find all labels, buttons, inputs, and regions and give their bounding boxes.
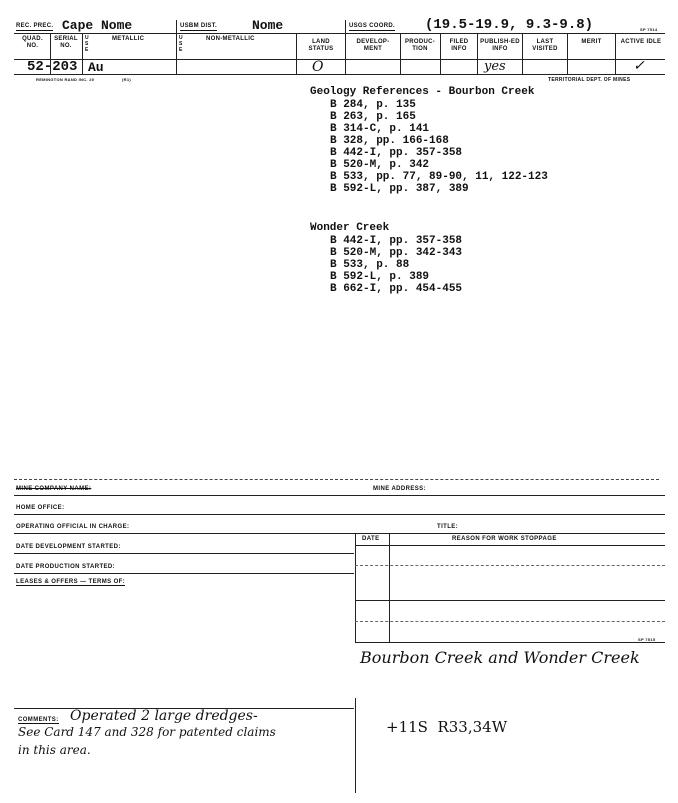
location-value: +11S R33,34W xyxy=(386,718,508,736)
comments-line-3: in this area. xyxy=(18,743,91,757)
wonder-heading: Wonder Creek xyxy=(310,222,390,234)
col-non-metallic: NON-METALLIC xyxy=(206,36,255,42)
usgs-coord-value: (19.5-19.9, 9.3-9.8) xyxy=(425,17,594,33)
title-label: TITLE: xyxy=(437,524,459,530)
reference-item: B 533, p. 88 xyxy=(330,259,410,271)
reference-item: B 533, pp. 77, 89-90, 11, 122-123 xyxy=(330,171,548,183)
comments-line-2: See Card 147 and 328 for patented claims xyxy=(18,725,276,739)
comments-label: COMMENTS: xyxy=(18,717,59,723)
bourbon-reference-list xyxy=(330,99,548,195)
active-idle-check-icon: ✓ xyxy=(633,58,645,74)
form-number-top: SP 7514 xyxy=(640,27,658,32)
date-column-label: DATE xyxy=(362,536,380,542)
property-name: Bourbon Creek and Wonder Creek xyxy=(360,648,640,667)
home-office-label: HOME OFFICE: xyxy=(16,505,65,511)
col-quad-no: QUAD. NO. xyxy=(22,36,43,49)
mine-address-label: MINE ADDRESS: xyxy=(373,486,426,492)
comments-line-1: Operated 2 large dredges- xyxy=(70,708,258,724)
col-published-info: PUBLISH-ED INFO xyxy=(480,39,520,52)
reason-column-label: REASON FOR WORK STOPPAGE xyxy=(452,536,557,542)
form-number-bottom: SP 7515 xyxy=(638,637,656,642)
rec-prec-label: REC. PREC. xyxy=(16,23,54,29)
reference-item: B 520-M, pp. 342-343 xyxy=(330,247,463,259)
wonder-reference-list xyxy=(330,235,462,295)
metallic-value: Au xyxy=(88,60,104,75)
col-use-right: U S E xyxy=(179,35,183,53)
agency-note: TERRITORIAL DEPT. OF MINES xyxy=(548,77,631,83)
reference-item: B 284, p. 135 xyxy=(330,99,416,111)
leases-offers-label: LEASES & OFFERS — TERMS OF: xyxy=(16,579,126,585)
col-last-visited: LAST VISITED xyxy=(532,39,558,52)
operating-official-label: OPERATING OFFICIAL IN CHARGE: xyxy=(16,524,130,530)
col-metallic: METALLIC xyxy=(112,36,145,42)
printer-code: (R1) xyxy=(122,77,131,82)
usbm-dist-value: Nome xyxy=(252,18,284,33)
col-filed-info: FILED INFO xyxy=(449,39,469,52)
reference-item: B 263, p. 165 xyxy=(330,111,416,123)
land-status-value: O xyxy=(312,59,324,75)
col-use-left: U S E xyxy=(85,35,89,53)
reference-item: B 314-C, p. 141 xyxy=(330,123,430,135)
published-info-value: yes xyxy=(484,59,506,74)
reference-item: B 328, pp. 166-168 xyxy=(330,135,449,147)
reference-item: B 592-L, p. 389 xyxy=(330,271,430,283)
mine-company-name-label: MINE COMPANY NAME: xyxy=(16,486,92,492)
col-active-idle: ACTIVE IDLE xyxy=(620,39,662,45)
col-serial-no: SERIAL NO. xyxy=(54,36,78,49)
quad-serial-value: 52-203 xyxy=(27,59,78,75)
rec-prec-value: Cape Nome xyxy=(62,18,133,33)
usbm-dist-label: USBM DIST. xyxy=(180,23,218,29)
reference-item: B 662-I, pp. 454-455 xyxy=(330,283,463,295)
usgs-coord-label: USGS COORD. xyxy=(349,23,395,29)
col-production: PRODUC-TION xyxy=(404,39,436,52)
col-land-status: LAND STATUS xyxy=(308,39,334,52)
col-development: DEVELOP-MENT xyxy=(356,39,390,52)
reference-item: B 442-I, pp. 357-358 xyxy=(330,235,463,247)
bourbon-heading: Geology References - Bourbon Creek xyxy=(310,86,535,98)
date-development-label: DATE DEVELOPMENT STARTED: xyxy=(16,544,121,550)
reference-item: B 520-M, p. 342 xyxy=(330,159,430,171)
date-production-label: DATE PRODUCTION STARTED: xyxy=(16,564,116,570)
col-merit: MERIT xyxy=(581,39,602,45)
printer-note: REMINGTON RAND INC. 20 xyxy=(36,77,95,82)
reference-item: B 592-L, pp. 387, 389 xyxy=(330,183,469,195)
reference-item: B 442-I, pp. 357-358 xyxy=(330,147,463,159)
